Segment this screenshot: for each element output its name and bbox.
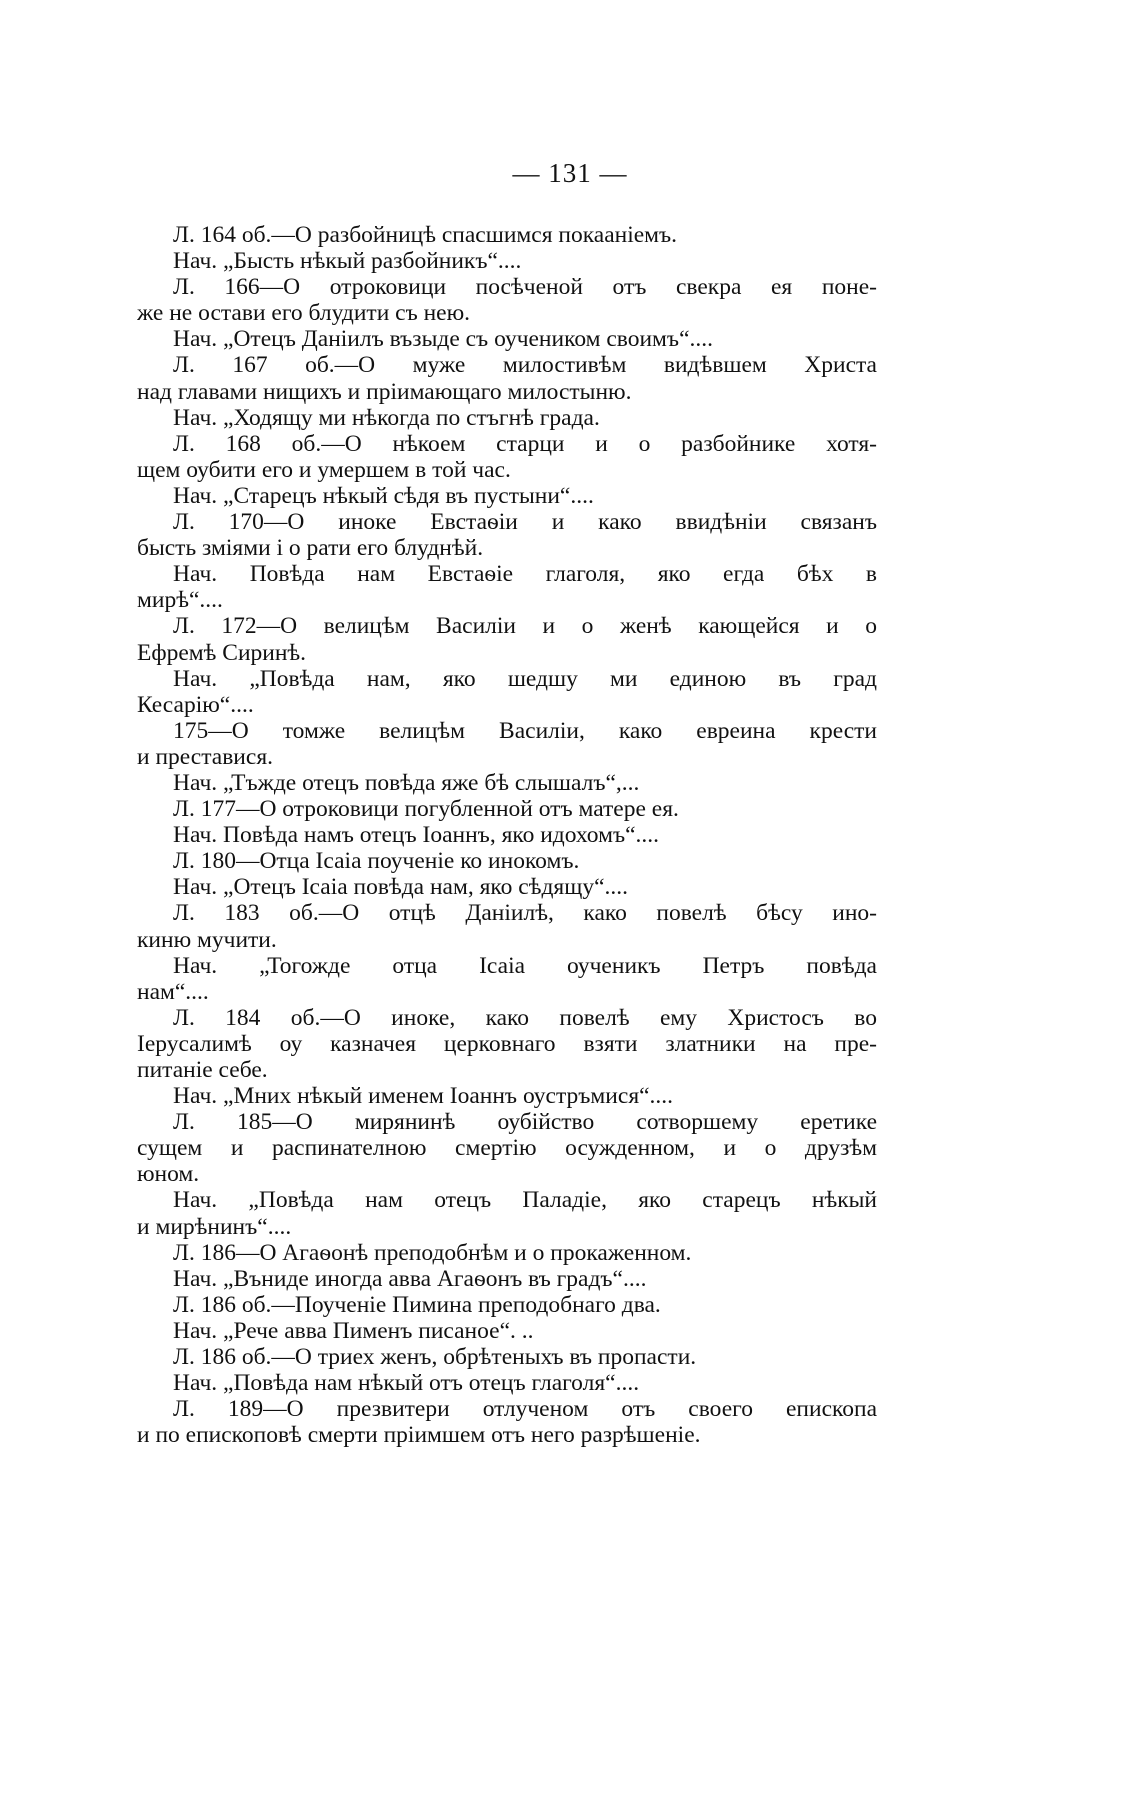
page-number: — 131 — [512, 158, 628, 188]
text-line: же не остави его блудити съ нею. [137, 300, 471, 327]
text-line: над главами нищихъ и пріимающаго милостыню. [137, 378, 632, 405]
text-line: Нач. „Мних нѣкый именем Іоаннъ оустръмися“.... [173, 1083, 674, 1110]
text-line: Нач. „Повѣда нам отецъ Паладіе, яко старецъ нѣкый [173, 1187, 877, 1214]
text-line: Л. 168 об.—О нѣкоем старци и о разбойнике хотя- [173, 430, 877, 457]
text-line: Нач. „Ходящу ми нѣкогда по стъгнѣ града. [173, 404, 600, 431]
text-line: Л. 177—О отроковици погубленной отъ матере ея. [173, 796, 679, 823]
text-line: и по епископовѣ смерти пріимшем отъ него разрѣшеніе. [137, 1422, 701, 1449]
text-line: Л. 164 об.—О разбойницѣ спасшимся покааніемъ. [173, 222, 678, 248]
text-line: Нач. Повѣда намъ отецъ Іоаннъ, яко идохомъ“.... [173, 822, 660, 849]
text-line: юном. [137, 1161, 200, 1188]
text-line: 175—О томже велицѣм Василіи, како евреина крести [173, 717, 877, 744]
text-line: Нач. „Повѣда нам, яко шедшу ми единою въ град [173, 665, 877, 692]
text-line: щем оубити его и умершем в той час. [137, 456, 511, 483]
text-line: Л. 170—О иноке Евстаѳіи и како ввидѣніи связанъ [173, 509, 877, 536]
text-line: Іерусалимѣ оу казначея церковнаго взяти златники на пре- [137, 1030, 877, 1057]
text-line: Л. 185—О мирянинѣ оубійство сотворшему еретике [173, 1109, 877, 1136]
text-line: и преставися. [137, 743, 273, 770]
text-line: Л. 186 об.—О триех женъ, обрѣтеныхъ въ пропасти. [173, 1344, 697, 1371]
text-line: Кесарію“.... [137, 691, 254, 718]
text-line: и мирѣнинъ“.... [137, 1213, 292, 1240]
text-line: Л. 183 об.—О отцѣ Даніилѣ, како повелѣ бѣсу ино- [173, 900, 877, 927]
text-line: Л. 180—Отца Ісаіа поученіе ко инокомъ. [173, 848, 580, 875]
text-body [137, 222, 877, 1448]
text-line: Л. 167 об.—О муже милостивѣм видѣвшем Христа [173, 352, 877, 379]
text-line: Нач. „Отецъ Ісаіа повѣда нам, яко сѣдящу“.... [173, 874, 629, 901]
text-line: Л. 189—О презвитери отлученом отъ своего епископа [173, 1396, 877, 1423]
text-line: Нач. „Повѣда нам нѣкый отъ отецъ глаголя“.... [173, 1370, 640, 1397]
text-line: мирѣ“.... [137, 587, 223, 614]
text-line: Л. 166—О отроковици посѣченой отъ свекра ея поне- [173, 274, 877, 301]
text-line: сущем и распинателною смертію осужденном, и о друзѣм [137, 1135, 877, 1162]
text-line: Нач. „Бысть нѣкый разбойникъ“.... [173, 248, 522, 275]
text-line: Нач. „Тъжде отецъ повѣда яже бѣ слышалъ“,... [173, 769, 640, 796]
text-line: Л. 186—О Агаѳонѣ преподобнѣм и о прокаженном. [173, 1239, 692, 1266]
text-line: Нач. Повѣда нам Евстаѳіе глаголя, яко егда бѣх в [173, 561, 877, 588]
text-line: Нач. „Рече авва Пименъ писаное“. .. [173, 1317, 534, 1344]
text-line: киню мучити. [137, 926, 277, 953]
text-line: Л. 172—О велицѣм Василіи и о женѣ кающейся и о [173, 613, 877, 640]
text-line: питаніе себе. [137, 1057, 268, 1083]
text-line: нам“.... [137, 978, 209, 1005]
text-line: Нач. „Старецъ нѣкый сѣдя въ пустыни“.... [173, 482, 594, 509]
text-line: Нач. „Отецъ Даніилъ възыде съ оучеником своимъ“.... [173, 326, 714, 353]
text-line: Нач. „Тогожде отца Ісаіа оученикъ Петръ повѣда [173, 952, 877, 979]
text-line: Л. 184 об.—О иноке, како повелѣ ему Христосъ во [173, 1004, 877, 1031]
text-line: Л. 186 об.—Поученіе Пимина преподобнаго два. [173, 1291, 661, 1318]
text-line: Ефремѣ Сиринѣ. [137, 639, 307, 666]
text-line: бысть зміями і о рати его блуднѣй. [137, 535, 484, 562]
text-line: Нач. „Въниде иногда авва Агаѳонъ въ градъ“.... [173, 1265, 647, 1292]
